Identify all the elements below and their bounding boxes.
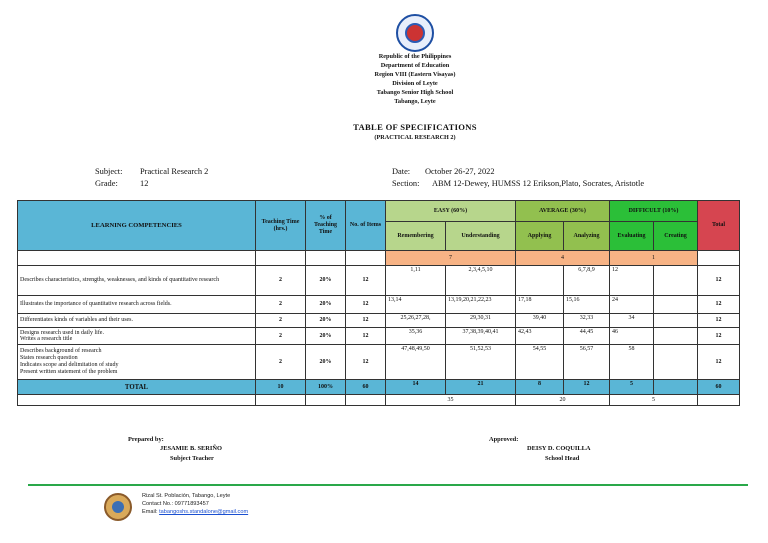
total-row: TOTAL 10 100% 60 14 21 8 12 5 60 — [18, 380, 740, 395]
subject-label: Subject: — [95, 167, 123, 176]
header-line: Tabango Senior High School — [376, 89, 454, 96]
header-items: No. of Items — [346, 201, 386, 251]
header-line: Department of Education — [380, 62, 450, 69]
average-count: 4 — [516, 251, 610, 266]
footer-email-row — [142, 509, 248, 517]
level-sum-row: 35 20 5 — [18, 395, 740, 406]
header-total: Total — [698, 201, 740, 251]
approved-label: Approved: — [489, 436, 519, 443]
header-line: Tabango, Leyte — [394, 98, 436, 105]
approved-name: DEISY D. COQUILLA — [527, 445, 591, 452]
specifications-table — [17, 200, 740, 406]
date-label: Date: — [392, 167, 411, 176]
grade-value: 12 — [140, 179, 149, 188]
section-label: Section: — [392, 179, 420, 188]
document-title: TABLE OF SPECIFICATIONS — [353, 122, 477, 132]
header-applying: Applying — [516, 222, 564, 251]
table-row: Describes characteristics, strengths, weaknesses, and kinds of quantitative research 2 20% 12 1,11 2,3,4,5,10 6,7,8,9 12 12 — [18, 266, 740, 296]
header-creating: Creating — [654, 222, 698, 251]
section-value: ABM 12-Dewey, HUMSS 12 Erikson,Plato, Socrates, Aristotle — [432, 179, 645, 188]
document-subtitle: (PRACTICAL RESEARCH 2) — [374, 134, 456, 141]
approved-role: School Head — [545, 455, 580, 462]
header-evaluating: Evaluating — [610, 222, 654, 251]
table-row: Illustrates the importance of quantitative research across fields. 2 20% 12 13,14 13,19,20,21,22,23 17,18 15,16 24 12 — [18, 296, 740, 314]
header-understanding: Understanding — [446, 222, 516, 251]
footer-divider — [28, 484, 748, 486]
school-logo-icon — [104, 493, 132, 521]
table-row: Describes background of research States research question Indicates scope and delimitation of study Present written statement of the problem 2 20% 12 47,48,49,50 51,52,53 54,55 56,57 58 12 — [18, 345, 740, 380]
easy-count: 7 — [386, 251, 516, 266]
header-analyzing: Analyzing — [564, 222, 610, 251]
footer-email-link[interactable]: tabangoshs.standalone@gmail.com — [159, 509, 249, 515]
header-teaching-time: Teaching Time (hrs.) — [256, 201, 306, 251]
header-line: Division of Leyte — [392, 80, 438, 87]
header-remembering: Remembering — [386, 222, 446, 251]
deped-seal-icon — [396, 14, 434, 52]
header-competencies: LEARNING COMPETENCIES — [18, 201, 256, 251]
footer-address: Rizal St. Población, Tabango, Leyte — [142, 493, 231, 499]
prepared-label: Prepared by: — [128, 436, 164, 443]
prepared-role: Subject Teacher — [170, 455, 214, 462]
prepared-name: JESAMIE B. SERIÑO — [160, 445, 222, 452]
header-percent: % of Teaching Time — [306, 201, 346, 251]
date-value: October 26-27, 2022 — [425, 167, 495, 176]
difficult-count: 1 — [610, 251, 698, 266]
subject-value: Practical Research 2 — [140, 167, 209, 176]
table-row: Designs research used in daily life. Writes a research title 2 20% 12 35,36 37,38,39,40,41 42,43 44,45 46 12 — [18, 328, 740, 345]
header-easy: EASY (60%) — [386, 201, 516, 222]
table-row: Differentiates kinds of variables and their uses. 2 20% 12 25,26,27,28, 29,30,31 39,40 32,33 34 12 — [18, 314, 740, 328]
footer-email-label: Email: — [142, 509, 158, 515]
footer-contact: Contact No.: 09771893457 — [142, 501, 209, 507]
grade-label: Grade: — [95, 179, 118, 188]
header-line: Republic of the Philippines — [378, 53, 452, 60]
header-average: AVERAGE (30%) — [516, 201, 610, 222]
header-difficult: DIFFICULT (10%) — [610, 201, 698, 222]
header-line: Region VIII (Eastern Visayas) — [374, 71, 456, 78]
